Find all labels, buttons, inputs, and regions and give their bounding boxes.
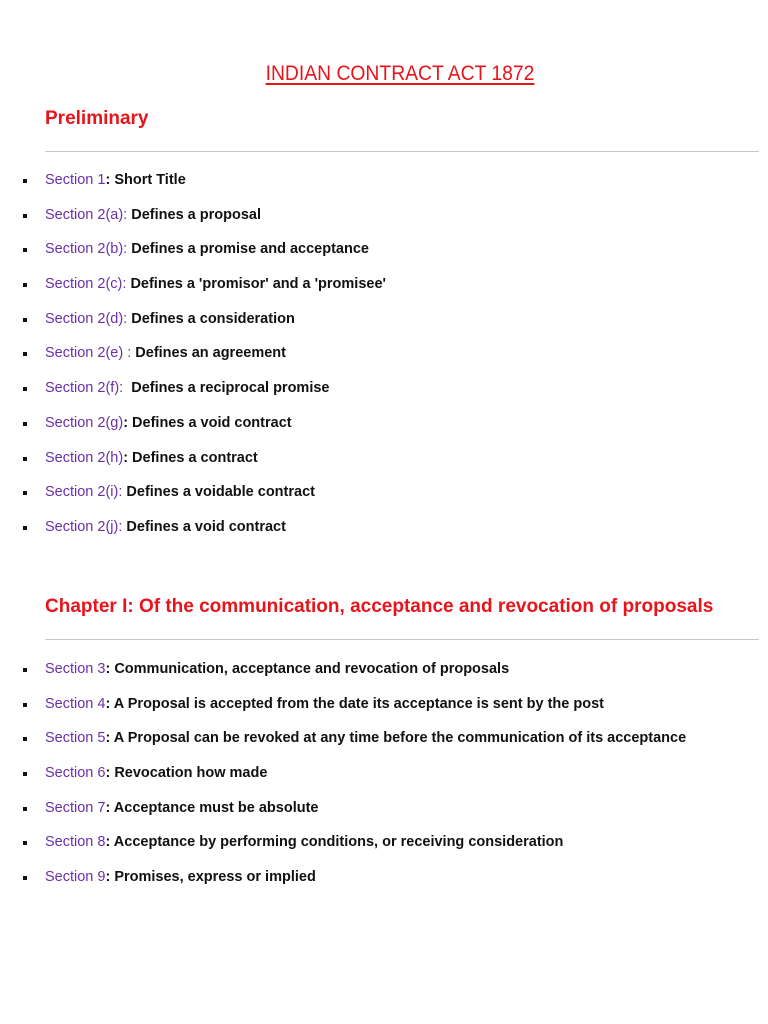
section-label: Section 2(j): xyxy=(45,518,123,535)
list-item xyxy=(0,517,386,552)
preliminary-divider xyxy=(45,151,759,152)
list-item xyxy=(0,798,686,833)
list-item xyxy=(0,343,386,378)
section-separator: : xyxy=(105,730,114,747)
section-description: Defines a contract xyxy=(132,449,258,466)
document-title: INDIAN CONTRACT ACT 1872 xyxy=(265,62,535,85)
bullet-icon xyxy=(23,422,27,426)
bullet-icon xyxy=(23,248,27,252)
section-label: Section 4 xyxy=(45,695,106,712)
section-label: Section 2(c): xyxy=(45,276,127,293)
section-separator: : xyxy=(105,695,114,712)
section-description: Acceptance by performing conditions, or receiving consideration xyxy=(113,834,564,851)
list-item xyxy=(0,239,386,274)
section-separator: : xyxy=(123,414,133,431)
list-item xyxy=(0,728,686,763)
section-description: Defines a reciprocal promise xyxy=(131,380,330,397)
list-item xyxy=(0,205,386,240)
section-separator: : xyxy=(105,834,114,851)
section-separator: : xyxy=(105,799,114,816)
section-description: Defines a void contract xyxy=(126,518,286,535)
section-description: Communication, acceptance and revocation of proposals xyxy=(114,661,510,677)
list-item xyxy=(0,763,686,798)
list-item xyxy=(0,378,386,413)
section-label: Section 2(e) : xyxy=(45,345,132,362)
bullet-icon xyxy=(23,526,27,530)
section-label: Section 6 xyxy=(45,765,106,782)
section-separator: : xyxy=(123,449,133,466)
bullet-icon xyxy=(23,457,27,461)
section-description: Defines a proposal xyxy=(131,206,261,223)
section-description: Short Title xyxy=(114,172,186,188)
section-separator: : xyxy=(105,765,115,782)
section-separator: : xyxy=(105,869,115,886)
section-description: Defines an agreement xyxy=(135,345,286,362)
section-label: Section 2(d): xyxy=(45,310,128,327)
bullet-icon xyxy=(23,491,27,495)
section-label: Section 7 xyxy=(45,799,106,816)
bullet-icon xyxy=(23,841,27,845)
section-label: Section 3 xyxy=(45,661,106,677)
section-description: Acceptance must be absolute xyxy=(113,799,319,816)
section-label: Section 2(i): xyxy=(45,484,123,501)
section-description: Revocation how made xyxy=(114,765,268,782)
list-item xyxy=(0,448,386,483)
list-item xyxy=(0,832,686,867)
chapter-1-heading: Chapter I: Of the communication, acceptance and revocation of proposals xyxy=(45,596,714,617)
section-label: Section 9 xyxy=(45,869,106,886)
list-item xyxy=(0,309,386,344)
list-item xyxy=(0,170,386,205)
bullet-icon xyxy=(23,283,27,287)
list-item xyxy=(0,694,686,729)
section-separator: : xyxy=(105,172,115,188)
section-description: Defines a 'promisor' and a 'promisee' xyxy=(130,276,386,293)
section-label: Section 2(a): xyxy=(45,206,128,223)
list-item xyxy=(0,659,686,694)
section-label: Section 2(b): xyxy=(45,241,128,258)
chapter-1-divider xyxy=(45,639,759,640)
bullet-icon xyxy=(23,214,27,218)
preliminary-section-list xyxy=(0,170,386,552)
list-item xyxy=(0,482,386,517)
list-item xyxy=(0,413,386,448)
section-description: Defines a voidable contract xyxy=(126,484,315,501)
section-label: Section 8 xyxy=(45,834,106,851)
section-label: Section 1 xyxy=(45,172,106,188)
section-description: A Proposal is accepted from the date its acceptance is sent by the post xyxy=(113,695,604,712)
section-description: Defines a consideration xyxy=(131,310,295,327)
section-label: Section 5 xyxy=(45,730,106,747)
section-separator: : xyxy=(105,661,115,677)
bullet-icon xyxy=(23,352,27,356)
section-description: Defines a void contract xyxy=(132,414,292,431)
bullet-icon xyxy=(23,703,27,707)
bullet-icon xyxy=(23,772,27,776)
list-item xyxy=(0,274,386,309)
list-item xyxy=(0,867,686,902)
bullet-icon xyxy=(23,807,27,811)
chapter-1-section-list xyxy=(0,659,686,902)
bullet-icon xyxy=(23,318,27,322)
section-label: Section 2(h) xyxy=(45,449,124,466)
bullet-icon xyxy=(23,179,27,183)
bullet-icon xyxy=(23,668,27,672)
preliminary-heading: Preliminary xyxy=(45,108,149,129)
section-description: A Proposal can be revoked at any time before the communication of its acceptance xyxy=(113,730,687,747)
bullet-icon xyxy=(23,737,27,741)
bullet-icon xyxy=(23,876,27,880)
section-label: Section 2(g) xyxy=(45,414,124,431)
section-description: Promises, express or implied xyxy=(114,869,316,886)
section-description: Defines a promise and acceptance xyxy=(131,241,369,258)
section-label: Section 2(f): xyxy=(45,380,124,397)
bullet-icon xyxy=(23,387,27,391)
